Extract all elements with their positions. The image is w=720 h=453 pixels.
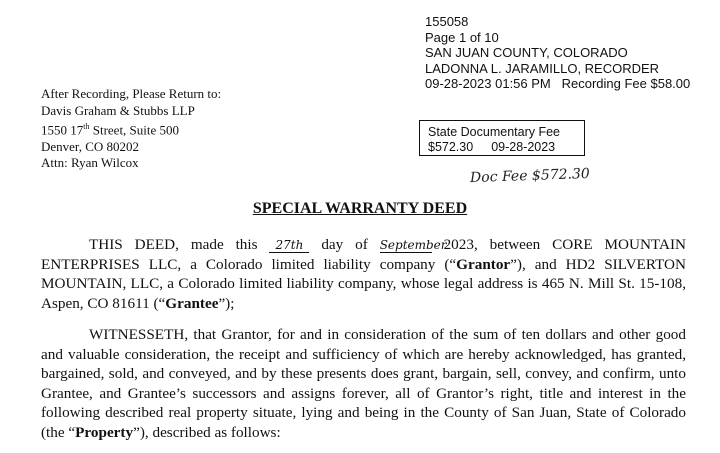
fee-line [428, 140, 584, 155]
property-term: Property [75, 423, 134, 441]
deed-paragraph-2: WITNESSETH, that Grantor, for and in consideration of the sum of ten dollars and other good and valuable consideration, the receipt and sufficiency of which are hereby acknowledged, has granted, bargained, sold, and conveyed, and by these presents does grant, bargain, sell, convey, and confirm, unto Grantee, and Grantee’s successors and assigns forever, all of Grantor’s right, title and interest in the following described real property situate, lying and being in the County of San Juan, State of Colorado (the “Property”), described as follows: [41, 326, 686, 441]
recording-fee: Recording Fee $58.00 [561, 76, 691, 92]
return-address [41, 86, 221, 172]
return-heading: After Recording, Please Return to: [41, 86, 222, 101]
handwritten-fee: Doc Fee $572.30 [469, 165, 591, 187]
deed-title: SPECIAL WARRANTY DEED [252, 200, 468, 217]
recorder-name: LADONNA L. JARAMILLO, RECORDER [425, 60, 660, 76]
recording-line [425, 76, 690, 92]
doc-number: 155058 [425, 14, 469, 29]
return-city: Denver, CO 80202 [41, 138, 140, 154]
fee-amount: $572.30 [428, 140, 474, 154]
deed-paragraph-1: THIS DEED, made this 27th day of September 2023, between CORE MOUNTAIN ENTERPRISES LLC, a Colorado limited liability company (“Grantor”), and HD2 SILVERTON MOUNTAIN, LLC, a Colorado limited liability company, whose legal address is 465 N. Mill St. 15-108, Aspen, CO 81611 (“Grantee”); [41, 236, 686, 312]
documentary-fee-box [419, 120, 585, 156]
return-attn: Attn: Ryan Wilcox [41, 155, 139, 171]
recording-datetime: 09-28-2023 01:56 PM [425, 76, 551, 92]
month-fill: September [379, 238, 447, 252]
recording-stamp [425, 14, 690, 92]
return-street: 1550 17th Street, Suite 500 [41, 122, 180, 138]
grantee-term: Grantee [165, 294, 219, 312]
day-fill: 27th [269, 238, 309, 253]
page-count: Page 1 of 10 [425, 29, 499, 45]
grantor-term: Grantor [456, 255, 511, 273]
return-firm: Davis Graham & Stubbs LLP [41, 102, 195, 118]
fee-label: State Documentary Fee [428, 125, 561, 139]
fee-date: 09-28-2023 [491, 140, 556, 154]
county-name: SAN JUAN COUNTY, COLORADO [425, 45, 628, 61]
